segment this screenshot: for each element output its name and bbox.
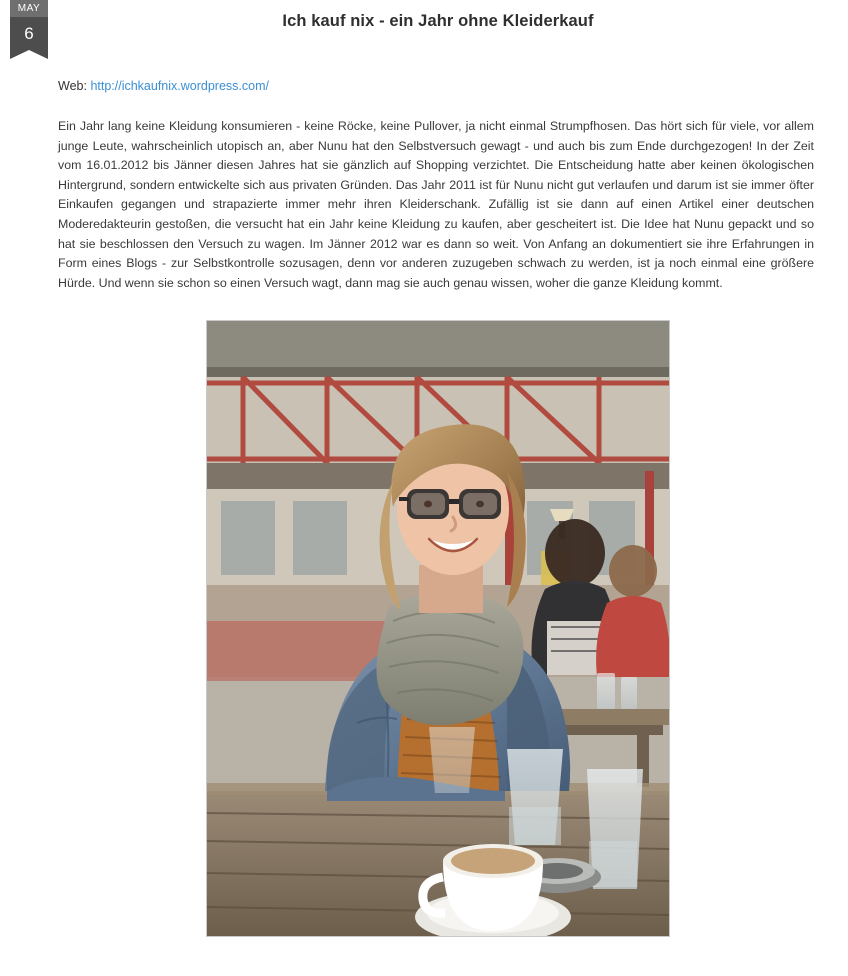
- date-badge: [10, 0, 48, 50]
- web-label: Web:: [58, 79, 87, 93]
- web-line: [58, 79, 818, 93]
- article-photo: [206, 320, 670, 937]
- article-image-container: [58, 320, 818, 937]
- page-title: Ich kauf nix - ein Jahr ohne Kleiderkauf: [282, 12, 594, 30]
- article: [58, 0, 818, 937]
- website-link[interactable]: http://ichkaufnix.wordpress.com/: [90, 79, 269, 93]
- date-badge-day-wrapper: [10, 17, 48, 50]
- article-body: Ein Jahr lang keine Kleidung konsumieren - keine Röcke, keine Pullover, ja nicht einmal Strumpfhosen. Das hört sich für viele, vor allem junge Leute, wahrscheinlich utopisch an, aber Nunu hat den Selbstversuch gewagt - und auch bis zum Ende durchgezogen! In der Zeit vom 16.01.2012 bis Jänner diesen Jahres hat sie gänzlich auf Shopping verzichtet. Die Entscheidung hatte aber keinen ökologischen Hintergrund, sondern entwickelte sich aus privaten Gründen. Das Jahr 2011 ist für Nunu nicht gut verlaufen und darum ist sie immer öfter Einkaufen gegangen und strapazierte immer mehr ihren Kleiderschank. Zufällig ist sie dann auf einen Artikel einer deutschen Moderedakteurin gestoßen, die versucht hat ein Jahr keine Kleidung zu kaufen, aber gescheitert ist. Die Idee hat Nunu gepackt und so hat sie beschlossen den Versuch zu wagen. Im Jänner 2012 war es dann so weit. Von Anfang an dokumentiert sie ihre Erfahrungen in Form eines Blogs - zur Selbstkontrolle sozusagen, denn vor anderen zuzugeben schwach zu werden, ist ja noch einmal eine größere Hürde. Und wenn sie schon so einen Versuch wagt, dann mag sie auch genau wissen, woher die ganze Kleidung kommt.: [58, 119, 814, 290]
- date-badge-day: 6: [24, 24, 34, 43]
- date-badge-month: MAY: [10, 0, 48, 17]
- date-badge-notch: [10, 50, 48, 59]
